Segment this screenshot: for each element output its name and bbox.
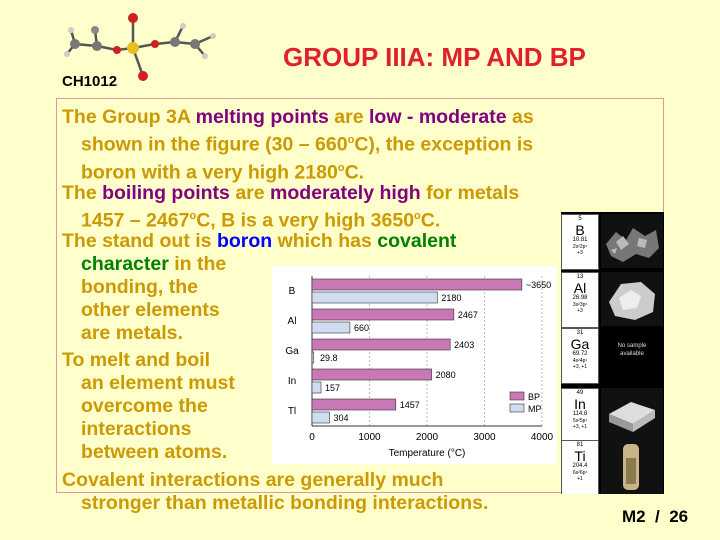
- element-num: 5: [578, 216, 582, 222]
- mp-bar: [312, 412, 329, 423]
- mp-data-label: 660: [353, 323, 369, 333]
- mp-bar: [312, 382, 321, 393]
- element-cfg: 6s²6p¹: [572, 470, 588, 476]
- legend-label-bp: BP: [528, 392, 541, 402]
- indium-photo: [601, 388, 663, 442]
- bp-data-label: 2080: [435, 370, 456, 380]
- x-tick-label: 1000: [358, 432, 381, 443]
- element-sym: Al: [573, 280, 587, 296]
- y-category-label: Tl: [287, 406, 297, 417]
- legend-swatch-bp: [510, 392, 524, 400]
- bp-bar: [312, 279, 522, 290]
- element-ox: +1: [577, 476, 583, 482]
- element-mass: 69.72: [572, 351, 588, 357]
- element-cfg: 3s²3p¹: [572, 302, 588, 308]
- term-moderately-high: moderately high: [270, 182, 421, 204]
- element-ox: +3, +1: [572, 364, 588, 370]
- bp-data-label: 1457: [399, 400, 420, 410]
- mp-bp-bar-chart: [272, 266, 557, 464]
- aluminum-photo: [601, 272, 663, 326]
- element-cfg: 5s²5p¹: [572, 418, 588, 424]
- paragraph-covalent-interactions: Covalent interactions are generally much stronger than metallic bonding interactions.: [62, 469, 489, 514]
- y-category-label: B: [288, 286, 296, 297]
- element-cell-ti: [561, 440, 599, 494]
- element-sym: B: [575, 222, 585, 238]
- x-axis-label: Temperature (°C): [388, 448, 466, 459]
- element-num: 13: [576, 274, 584, 280]
- bp-bar: [312, 309, 454, 320]
- element-num: 31: [576, 330, 584, 336]
- chart-panel: [272, 266, 557, 464]
- term-melting-points: melting points: [195, 106, 329, 128]
- term-low-moderate: low - moderate: [369, 106, 507, 128]
- element-ox: +3, +1: [572, 424, 588, 430]
- x-tick-label: 3000: [473, 432, 496, 443]
- bp-bar: [312, 339, 450, 350]
- paragraph-melting-points: The Group 3A melting points are low - moderate as shown in the figure (30 – 660$^o$C), the exception is boron with a very high 2180$^o$C.: [62, 106, 534, 183]
- bp-data-label: 2403: [454, 340, 475, 350]
- element-sym: Ga: [570, 336, 590, 352]
- mp-data-label: 304: [333, 413, 349, 423]
- element-cell-in: [561, 388, 599, 444]
- element-num: 49: [576, 390, 584, 396]
- mp-bar: [312, 292, 437, 303]
- element-cell-ga: [561, 328, 599, 384]
- mp-bar: [312, 322, 350, 333]
- term-boiling-points: boiling points: [102, 182, 230, 204]
- element-ox: +3: [577, 308, 583, 314]
- element-cfg: 2s²2p¹: [572, 244, 588, 250]
- element-cell-al: [561, 272, 599, 328]
- y-category-label: Ga: [285, 346, 299, 357]
- y-category-label: Al: [287, 316, 297, 327]
- bp-data-label: ~3650: [525, 280, 552, 290]
- element-mass: 10.81: [572, 237, 588, 243]
- paragraph-boiling-points: The boiling points are moderately high for metals 1457 – 2467$^o$C, B is a very high 3650$^o$C.: [62, 182, 520, 232]
- legend-label-mp: MP: [528, 404, 542, 414]
- element-strip: [561, 212, 664, 494]
- element-mass: 204.4: [572, 463, 588, 469]
- element-sym: In: [574, 396, 586, 412]
- element-cell-b: [561, 214, 599, 270]
- element-cfg: 4s²4p¹: [572, 358, 588, 364]
- mp-data-label: 2180: [441, 293, 462, 303]
- element-mass: 26.98: [572, 295, 588, 301]
- element-num: 81: [576, 442, 584, 448]
- bp-bar: [312, 369, 432, 380]
- no-sample-note: No sample available: [617, 343, 647, 357]
- mp-data-label: 157: [325, 383, 341, 393]
- bp-data-label: 2467: [457, 310, 478, 320]
- bp-bar: [312, 399, 396, 410]
- mp-bar: [312, 352, 314, 363]
- x-tick-label: 4000: [530, 432, 554, 443]
- legend-swatch-mp: [510, 404, 524, 412]
- paragraph-melt-boil: To melt and boil an element must overcome the interactions between atoms.: [62, 349, 235, 463]
- term-character: character: [81, 253, 169, 275]
- y-category-label: In: [287, 376, 297, 387]
- paragraph-boron-covalent: The stand out is boron which has covalent character in the bonding, the other elements are metals.: [62, 230, 457, 344]
- boron-photo: [601, 214, 663, 268]
- x-tick-label: 2000: [415, 432, 439, 443]
- course-code: CH1012: [62, 73, 118, 90]
- term-boron: boron: [216, 230, 273, 252]
- mp-data-label: 29.8: [320, 353, 338, 363]
- page-title: GROUP IIIA: MP AND BP: [283, 42, 586, 72]
- element-sym: Ti: [574, 448, 586, 464]
- slide-number: M2 / 26: [622, 507, 689, 526]
- element-mass: 114.8: [572, 411, 588, 417]
- term-covalent: covalent: [377, 230, 457, 252]
- x-tick-label: 0: [309, 432, 315, 443]
- element-ox: +3: [577, 250, 583, 256]
- thallium-photo: [601, 440, 663, 494]
